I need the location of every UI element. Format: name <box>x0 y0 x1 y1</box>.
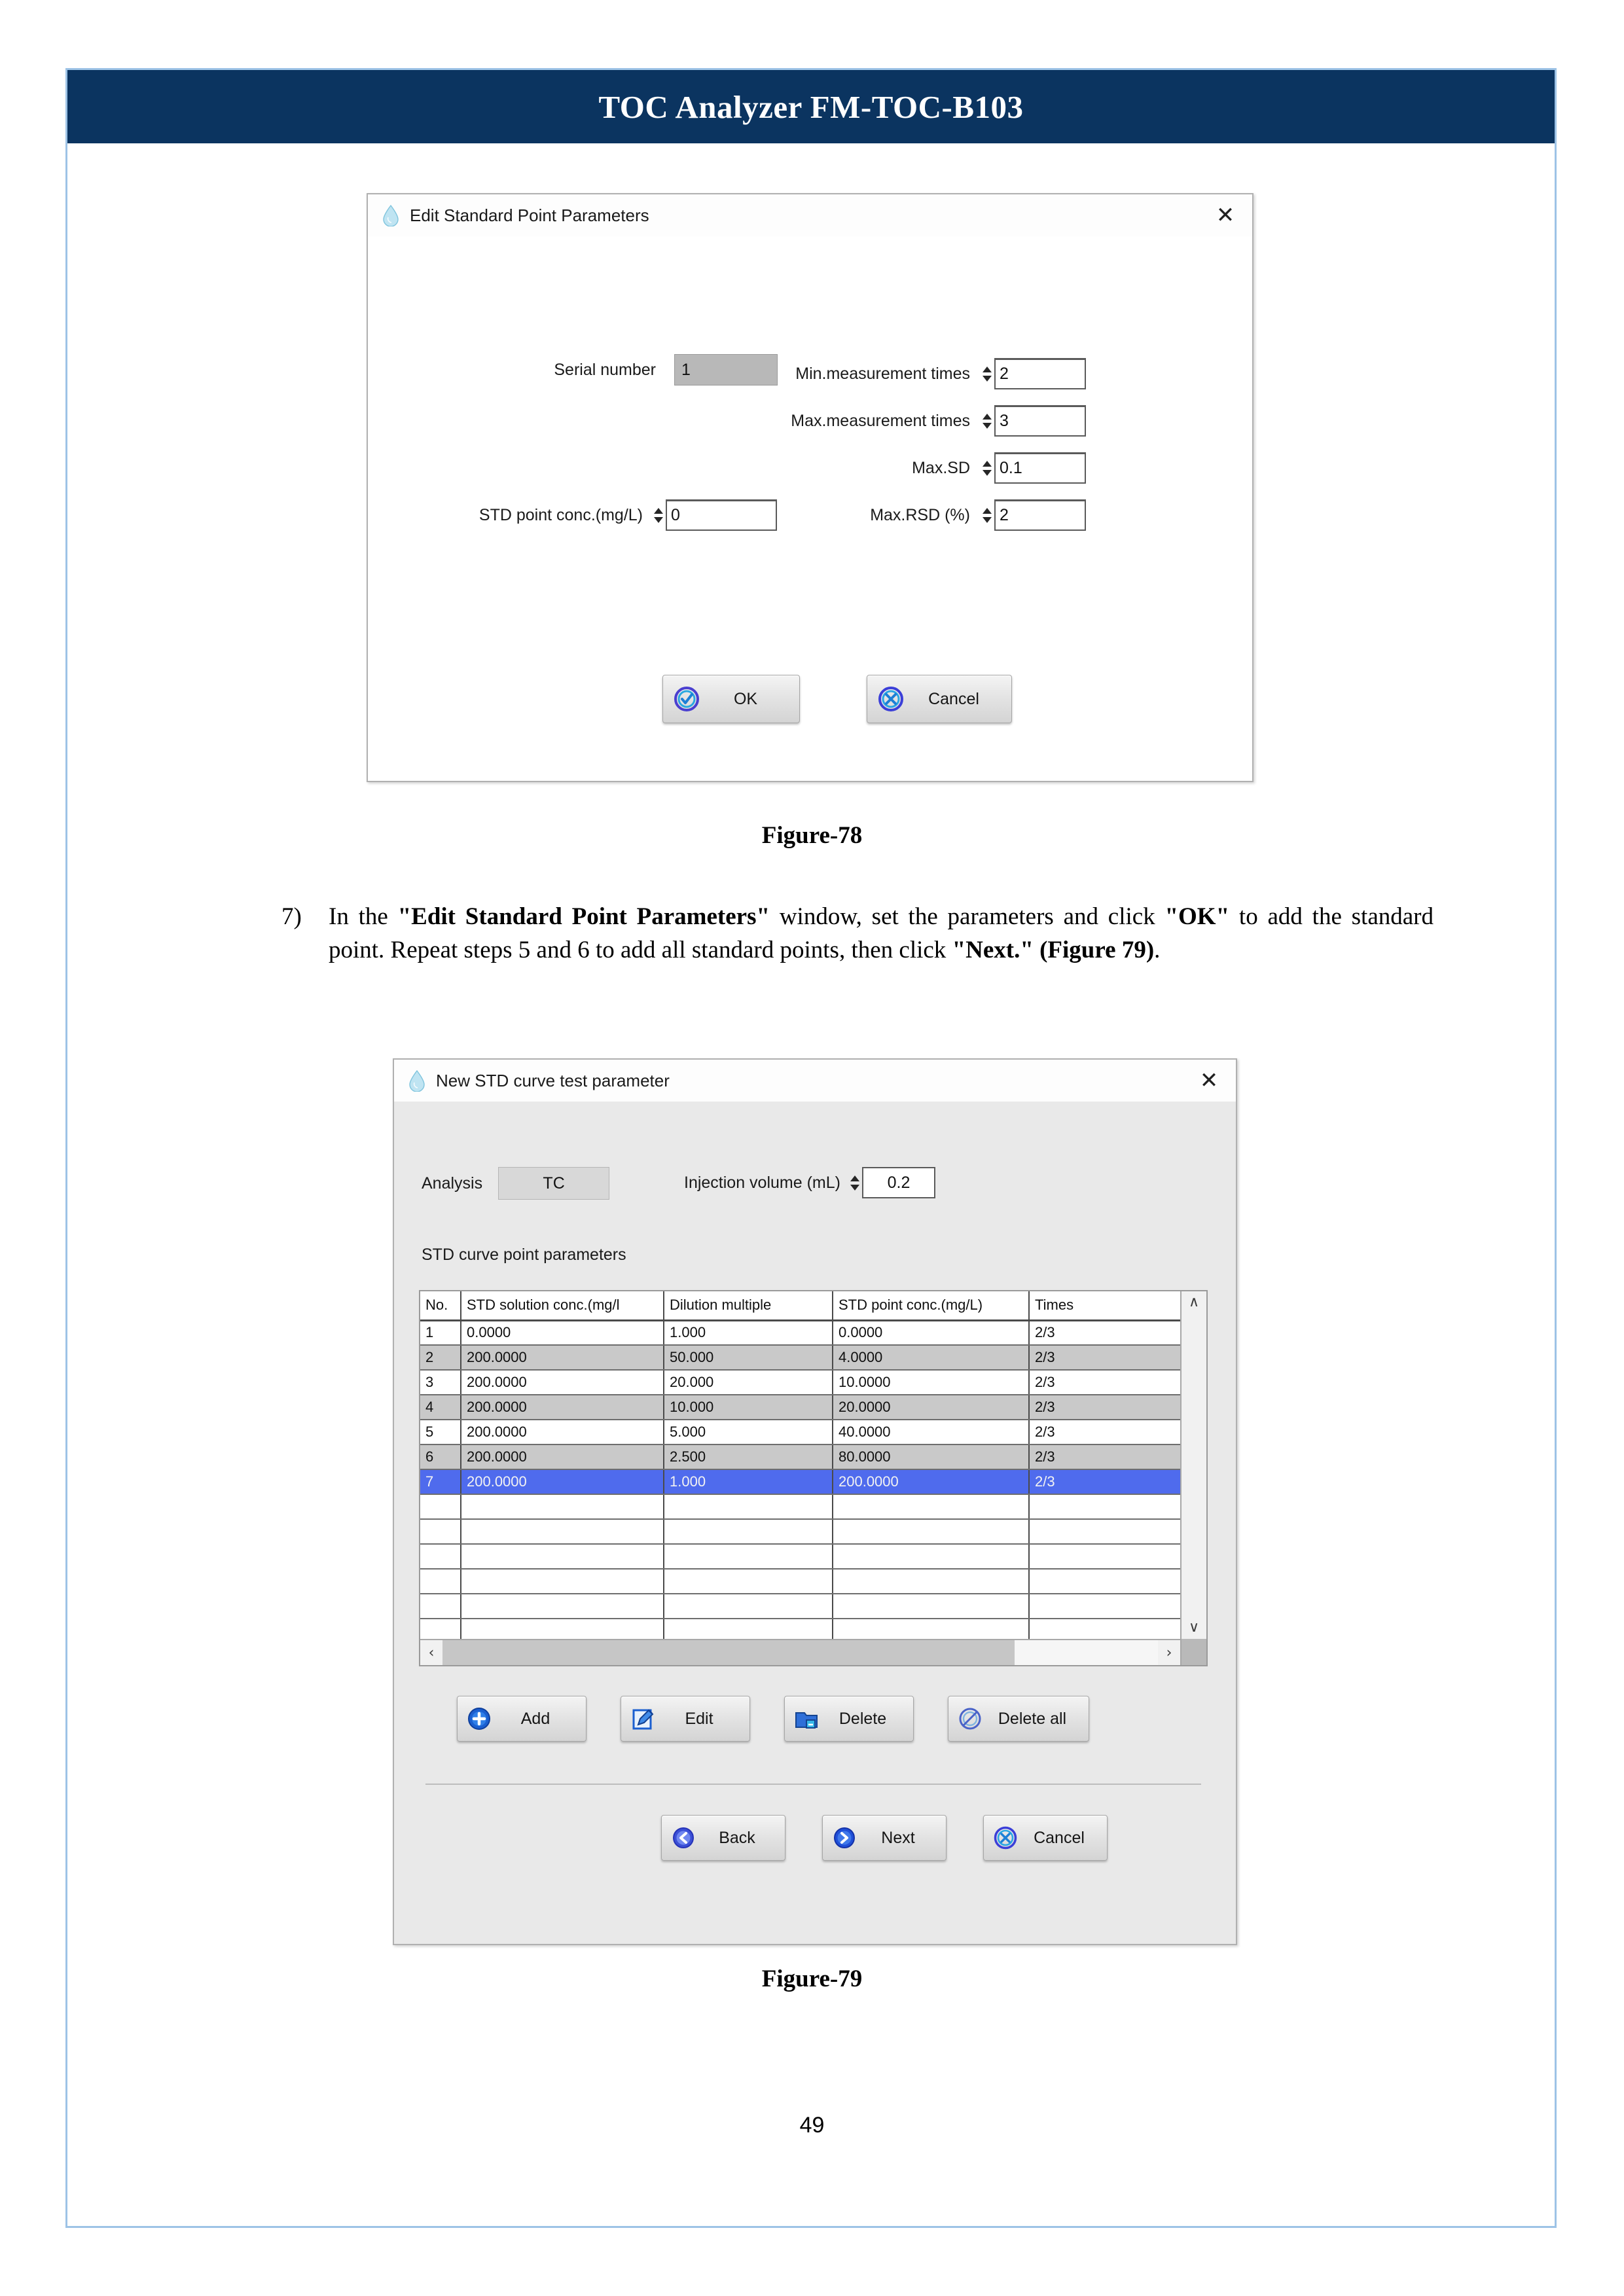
add-button-label: Add <box>520 1709 550 1728</box>
cancel-circle-icon <box>992 1824 1019 1852</box>
horizontal-scrollbar[interactable] <box>420 1639 1180 1665</box>
table-cell-empty <box>420 1519 461 1544</box>
dialog-titlebar <box>368 194 1252 236</box>
cancel-button[interactable] <box>983 1815 1108 1861</box>
spinner-arrows-icon[interactable] <box>850 1167 860 1198</box>
table-cell-empty <box>664 1519 833 1544</box>
min-measurement-times-label: Min.measurement times <box>795 364 970 383</box>
horizontal-scroll-area <box>420 1639 1206 1665</box>
std-curve-point-table <box>419 1290 1208 1666</box>
injection-volume-label: Injection volume (mL) <box>684 1173 840 1192</box>
table-cell-dilution: 5.000 <box>664 1420 833 1444</box>
table-row-empty[interactable] <box>420 1619 1180 1639</box>
edit-standard-point-parameters-dialog <box>367 193 1254 782</box>
table-cell-dilution: 2.500 <box>664 1444 833 1469</box>
edit-button-label: Edit <box>685 1709 713 1728</box>
table-cell-empty <box>833 1519 1029 1544</box>
dialog-body <box>368 236 1252 781</box>
table-cell-point-conc: 40.0000 <box>833 1420 1029 1444</box>
table-cell-dilution: 50.000 <box>664 1345 833 1370</box>
table-cell-empty <box>1029 1619 1180 1639</box>
analysis-label: Analysis <box>422 1174 483 1193</box>
serial-number-field <box>505 354 778 386</box>
column-header-std-solution-conc[interactable]: STD solution conc.(mg/l <box>461 1291 664 1320</box>
scroll-left-icon[interactable]: ‹ <box>428 1644 435 1661</box>
table-cell-point-conc: 10.0000 <box>833 1370 1029 1395</box>
table-cell-solution-conc: 200.0000 <box>461 1420 664 1444</box>
close-icon[interactable]: ✕ <box>1216 202 1235 228</box>
table-cell-times: 2/3 <box>1029 1395 1180 1420</box>
instruction-part-4: . <box>1154 937 1161 964</box>
cancel-button[interactable] <box>867 675 1012 723</box>
max-sd-stepper[interactable] <box>982 452 1086 484</box>
spinner-arrows-icon[interactable] <box>982 405 992 437</box>
table-cell-empty <box>1029 1569 1180 1594</box>
cancel-button-label: Cancel <box>928 689 979 708</box>
scroll-right-icon[interactable]: › <box>1166 1644 1172 1661</box>
delete-folder-icon <box>793 1705 820 1732</box>
table-cell-empty <box>664 1594 833 1619</box>
table-cell-empty <box>833 1544 1029 1569</box>
table-cell-empty <box>461 1569 664 1594</box>
instruction-marker: 7) <box>281 903 302 930</box>
figure-78-caption: Figure-78 <box>761 822 863 849</box>
table-main-area <box>420 1291 1206 1639</box>
table-cell-empty <box>461 1619 664 1639</box>
back-button-label: Back <box>719 1828 755 1847</box>
horizontal-scroll-track[interactable] <box>442 1640 1158 1665</box>
table-row-empty[interactable] <box>420 1544 1180 1569</box>
dialog-navigation-buttons <box>661 1815 1108 1861</box>
table-cell-empty <box>664 1544 833 1569</box>
table-cell-no: 4 <box>420 1395 461 1420</box>
new-std-curve-test-parameter-dialog <box>393 1058 1237 1945</box>
water-drop-icon <box>407 1069 427 1092</box>
spinner-arrows-icon[interactable] <box>982 499 992 531</box>
table-cell-empty <box>420 1494 461 1519</box>
std-point-conc-label: STD point conc.(mg/L) <box>478 505 643 524</box>
delete-button[interactable] <box>784 1696 914 1742</box>
serial-number-value: 1 <box>674 354 778 386</box>
table-cell-solution-conc: 200.0000 <box>461 1345 664 1370</box>
next-button[interactable] <box>822 1815 947 1861</box>
column-header-times[interactable]: Times <box>1029 1291 1180 1320</box>
serial-number-label: Serial number <box>554 360 656 379</box>
dialog-body <box>394 1102 1236 1944</box>
max-sd-input[interactable]: 0.1 <box>994 452 1086 484</box>
next-arrow-icon <box>831 1824 858 1852</box>
table-row-empty[interactable] <box>420 1569 1180 1594</box>
vertical-scrollbar[interactable] <box>1180 1291 1206 1639</box>
scroll-down-icon[interactable]: ∨ <box>1188 1619 1200 1636</box>
table-cell-solution-conc: 200.0000 <box>461 1444 664 1469</box>
table-cell-times: 2/3 <box>1029 1469 1180 1494</box>
table-cell-no: 2 <box>420 1345 461 1370</box>
analysis-value: TC <box>498 1167 609 1200</box>
table-cell-times: 2/3 <box>1029 1320 1180 1345</box>
table-cell-times: 2/3 <box>1029 1444 1180 1469</box>
table-row[interactable] <box>420 1320 1180 1345</box>
min-measurement-times-input[interactable]: 2 <box>994 358 1086 389</box>
min-measurement-times-field <box>761 358 1086 389</box>
back-button[interactable] <box>661 1815 785 1861</box>
max-measurement-times-label: Max.measurement times <box>791 411 970 430</box>
table-cell-empty <box>461 1544 664 1569</box>
table-cell-no: 1 <box>420 1320 461 1345</box>
max-rsd-input[interactable]: 2 <box>994 499 1086 531</box>
std-point-conc-field <box>446 499 777 531</box>
table-row[interactable] <box>420 1469 1180 1494</box>
spinner-arrows-icon[interactable] <box>982 358 992 389</box>
max-measurement-times-field <box>761 405 1086 437</box>
table-cell-point-conc: 200.0000 <box>833 1469 1029 1494</box>
table-cell-times: 2/3 <box>1029 1420 1180 1444</box>
dialog-title-text: Edit Standard Point Parameters <box>410 205 649 225</box>
table-cell-empty <box>664 1619 833 1639</box>
dialog-title-text: New STD curve test parameter <box>436 1070 670 1090</box>
std-curve-point-parameters-label: STD curve point parameters <box>422 1246 626 1264</box>
ok-button-label: OK <box>733 689 758 708</box>
spinner-arrows-icon[interactable] <box>653 499 664 531</box>
table-cell-empty <box>664 1494 833 1519</box>
table-body <box>420 1320 1180 1639</box>
horizontal-scroll-thumb[interactable] <box>442 1640 1015 1665</box>
std-point-conc-stepper[interactable] <box>653 499 777 531</box>
table-cell-point-conc: 80.0000 <box>833 1444 1029 1469</box>
table-header-row <box>420 1291 1180 1320</box>
page-number: 49 <box>799 2113 825 2138</box>
table-cell-empty <box>461 1494 664 1519</box>
table-cell-empty <box>833 1594 1029 1619</box>
instruction-part-1: In the <box>329 903 398 930</box>
table-cell-empty <box>833 1619 1029 1639</box>
add-circle-icon <box>465 1705 493 1732</box>
injection-volume-stepper[interactable] <box>850 1167 935 1198</box>
column-header-no[interactable]: No. <box>420 1291 461 1320</box>
table-cell-empty <box>833 1569 1029 1594</box>
table-cell-empty <box>833 1494 1029 1519</box>
table-cell-empty <box>420 1594 461 1619</box>
table-cell-empty <box>1029 1594 1180 1619</box>
table-cell-times: 2/3 <box>1029 1345 1180 1370</box>
table-row-empty[interactable] <box>420 1494 1180 1519</box>
table-cell-empty <box>420 1569 461 1594</box>
delete-all-button-label: Delete all <box>998 1709 1067 1728</box>
max-rsd-field <box>761 499 1086 531</box>
dialog-titlebar <box>394 1060 1236 1102</box>
table-row[interactable] <box>420 1370 1180 1395</box>
edit-pencil-icon <box>629 1705 657 1732</box>
instruction-text <box>329 900 1434 967</box>
max-measurement-times-input[interactable]: 3 <box>994 405 1086 437</box>
table-cell-solution-conc: 0.0000 <box>461 1320 664 1345</box>
table-row[interactable] <box>420 1395 1180 1420</box>
table-cell-dilution: 1.000 <box>664 1320 833 1345</box>
instruction-bold-2: "OK" <box>1164 903 1230 930</box>
table-cell-dilution: 10.000 <box>664 1395 833 1420</box>
scroll-up-icon[interactable]: ∧ <box>1188 1294 1200 1310</box>
instruction-paragraph <box>281 900 1434 967</box>
table-cell-solution-conc: 200.0000 <box>461 1395 664 1420</box>
table-cell-empty <box>1029 1494 1180 1519</box>
column-header-dilution-multiple[interactable]: Dilution multiple <box>664 1291 833 1320</box>
table-cell-empty <box>420 1544 461 1569</box>
max-rsd-label: Max.RSD (%) <box>870 505 970 524</box>
table-cell-dilution: 1.000 <box>664 1469 833 1494</box>
instruction-part-3: to add the standard point. Repeat steps 5 and 6 to add all standard points, then click <box>329 903 1434 964</box>
table-cell-times: 2/3 <box>1029 1370 1180 1395</box>
delete-button-label: Delete <box>839 1709 887 1728</box>
table-cell-dilution: 20.000 <box>664 1370 833 1395</box>
std-point-conc-input[interactable]: 0 <box>666 499 777 531</box>
table-cell-empty <box>420 1619 461 1639</box>
scrollbar-corner <box>1180 1639 1206 1665</box>
edit-button[interactable] <box>621 1696 750 1742</box>
table-cell-no: 6 <box>420 1444 461 1469</box>
table-cell-point-conc: 4.0000 <box>833 1345 1029 1370</box>
next-button-label: Next <box>881 1828 915 1847</box>
max-rsd-stepper[interactable] <box>982 499 1086 531</box>
cancel-button-label: Cancel <box>1034 1828 1085 1847</box>
add-button[interactable] <box>457 1696 586 1742</box>
table-row-empty[interactable] <box>420 1594 1180 1619</box>
check-circle-icon <box>672 685 701 713</box>
table-cell-solution-conc: 200.0000 <box>461 1370 664 1395</box>
document-title: TOC Analyzer FM-TOC-B103 <box>598 88 1024 125</box>
delete-all-icon <box>956 1705 984 1732</box>
table-cell-no: 7 <box>420 1469 461 1494</box>
max-sd-field <box>761 452 1086 484</box>
water-drop-icon <box>381 204 401 226</box>
table-row[interactable] <box>420 1345 1180 1370</box>
max-measurement-times-stepper[interactable] <box>982 405 1086 437</box>
table-row-empty[interactable] <box>420 1519 1180 1544</box>
figure-79-caption: Figure-79 <box>761 1965 863 1992</box>
delete-all-button[interactable] <box>948 1696 1089 1742</box>
spinner-arrows-icon[interactable] <box>982 452 992 484</box>
close-icon[interactable]: ✕ <box>1199 1067 1219 1094</box>
instruction-bold-1: "Edit Standard Point Parameters" <box>397 903 770 930</box>
table-cell-empty <box>461 1594 664 1619</box>
column-header-std-point-conc[interactable]: STD point conc.(mg/L) <box>833 1291 1029 1320</box>
table-cell-empty <box>1029 1519 1180 1544</box>
instruction-bold-3: "Next." (Figure 79) <box>952 937 1155 964</box>
table-cell-no: 5 <box>420 1420 461 1444</box>
instruction-part-2: window, set the parameters and click <box>770 903 1165 930</box>
dialog-separator <box>425 1784 1201 1785</box>
table-action-buttons <box>457 1696 1089 1742</box>
min-measurement-times-stepper[interactable] <box>982 358 1086 389</box>
table-row[interactable] <box>420 1420 1180 1444</box>
table-row[interactable] <box>420 1444 1180 1469</box>
table-cell-point-conc: 20.0000 <box>833 1395 1029 1420</box>
ok-button[interactable] <box>662 675 800 723</box>
table-cell-empty <box>664 1569 833 1594</box>
analysis-field <box>422 1167 609 1200</box>
table-cell-empty <box>461 1519 664 1544</box>
table-cell-no: 3 <box>420 1370 461 1395</box>
table-cell-empty <box>1029 1544 1180 1569</box>
injection-volume-field <box>684 1167 935 1198</box>
document-header-bar <box>67 70 1555 143</box>
std-curve-grid <box>420 1291 1180 1639</box>
table-grid-wrapper <box>420 1291 1180 1639</box>
max-sd-label: Max.SD <box>912 458 970 477</box>
cancel-circle-icon <box>876 685 905 713</box>
table-cell-point-conc: 0.0000 <box>833 1320 1029 1345</box>
table-cell-solution-conc: 200.0000 <box>461 1469 664 1494</box>
injection-volume-input[interactable]: 0.2 <box>862 1167 935 1198</box>
back-arrow-icon <box>670 1824 697 1852</box>
